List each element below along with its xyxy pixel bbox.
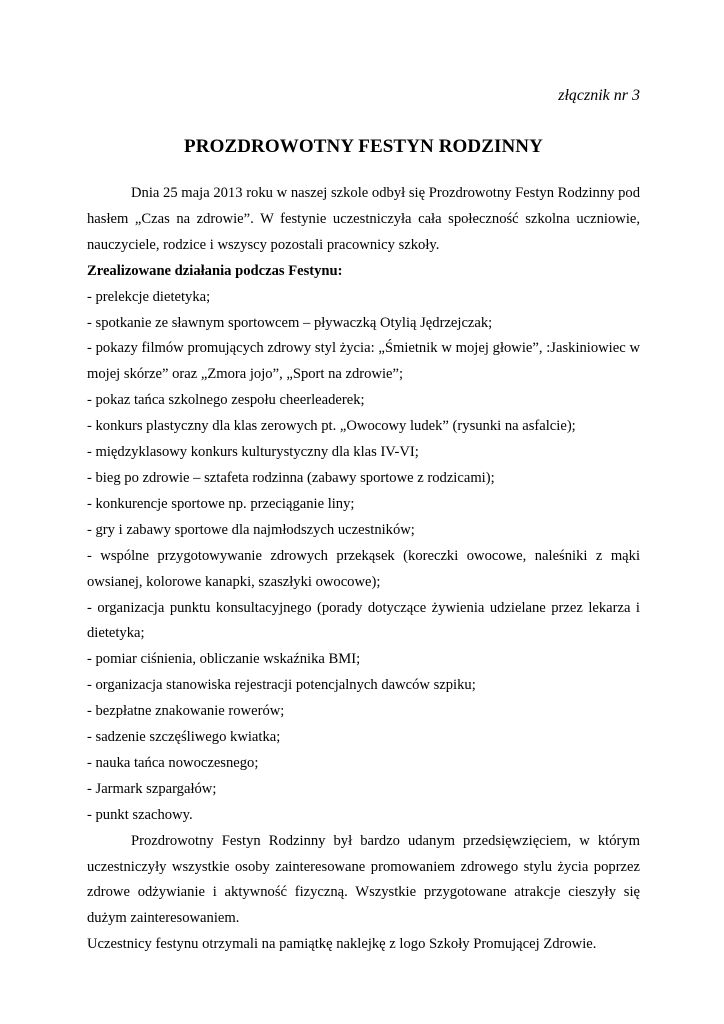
page-title: PROZDROWOTNY FESTYN RODZINNY bbox=[184, 136, 543, 157]
list-item: - pokaz tańca szkolnego zespołu cheerleaderek; bbox=[87, 392, 365, 409]
document-page bbox=[87, 0, 640, 1024]
document-body bbox=[87, 181, 640, 958]
list-item: - organizacja punktu konsultacyjnego (porady dotyczące żywienia udzielane przez lekarza i dietetyka; bbox=[87, 599, 640, 642]
summary-paragraph: Prozdrowotny Festyn Rodzinny był bardzo udanym przedsięwzięciem, w którym uczestniczyły wszystkie osoby zainteresowane promowaniem zdrowego stylu życia poprzez zdrowe odżywianie i aktywność fizyczną. Wszystkie przygotowane atrakcje cieszyły się dużym zainteresowaniem. bbox=[87, 832, 640, 927]
list-item: - organizacja stanowiska rejestracji potencjalnych dawców szpiku; bbox=[87, 677, 476, 694]
list-item: - spotkanie ze sławnym sportowcem – pływaczką Otylią Jędrzejczak; bbox=[87, 314, 493, 331]
list-item: - bieg po zdrowie – sztafeta rodzinna (zabawy sportowe z rodzicami); bbox=[87, 469, 495, 486]
list-item: - sadzenie szczęśliwego kwiatka; bbox=[87, 729, 281, 746]
list-item: - konkurs plastyczny dla klas zerowych pt. „Owocowy ludek” (rysunki na asfalcie); bbox=[87, 418, 576, 435]
activities-heading: Zrealizowane działania podczas Festynu: bbox=[87, 262, 343, 279]
list-item: - punkt szachowy. bbox=[87, 806, 193, 823]
intro-paragraph: Dnia 25 maja 2013 roku w naszej szkole odbył się Prozdrowotny Festyn Rodzinny pod hasłem „Czas na zdrowie”. W festynie uczestniczyła cała społeczność szkolna uczniowie, nauczyciele, rodzice i wszyscy pozostali pracownicy szkoły. bbox=[87, 185, 640, 253]
activities-list bbox=[87, 285, 640, 829]
list-item: - bezpłatne znakowanie rowerów; bbox=[87, 703, 285, 720]
list-item: - międzyklasowy konkurs kulturystyczny dla klas IV-VI; bbox=[87, 444, 419, 461]
list-item: - nauka tańca nowoczesnego; bbox=[87, 754, 259, 771]
list-item: - konkurencje sportowe np. przeciąganie liny; bbox=[87, 495, 355, 512]
list-item: - pomiar ciśnienia, obliczanie wskaźnika BMI; bbox=[87, 651, 361, 668]
attachment-label: złącznik nr 3 bbox=[558, 87, 640, 104]
closing-paragraph: Uczestnicy festynu otrzymali na pamiątkę naklejkę z logo Szkoły Promującej Zdrowie. bbox=[87, 936, 597, 953]
list-item: - pokazy filmów promujących zdrowy styl życia: „Śmietnik w mojej głowie”, :Jaskiniowiec w mojej skórze” oraz „Zmora jojo”, „Sport na zdrowie”; bbox=[87, 340, 640, 383]
list-item: - prelekcje dietetyka; bbox=[87, 288, 211, 305]
list-item: - wspólne przygotowywanie zdrowych przekąsek (koreczki owocowe, naleśniki z mąki owsianej, kolorowe kanapki, szaszłyki owocowe); bbox=[87, 547, 640, 590]
list-item: - gry i zabawy sportowe dla najmłodszych uczestników; bbox=[87, 521, 415, 538]
list-item: - Jarmark szpargałów; bbox=[87, 780, 217, 797]
